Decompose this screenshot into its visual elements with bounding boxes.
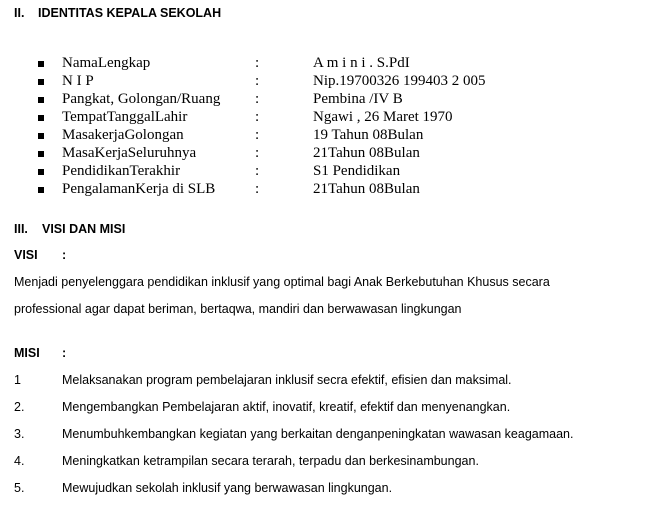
identity-label: PendidikanTerakhir <box>62 163 181 179</box>
identity-label: NamaLengkap <box>62 55 151 71</box>
identity-value: 21Tahun 08Bulan <box>313 181 420 197</box>
identity-colon: : <box>255 91 260 107</box>
bullet-icon <box>38 151 44 157</box>
misi-number: 2. <box>14 400 25 414</box>
misi-text: Menumbuhkembangkan kegiatan yang berkaitan denganpeningkatan wawasan keagamaan. <box>62 427 574 441</box>
identity-label: MasaKerjaSeluruhnya <box>62 145 197 161</box>
identity-colon: : <box>255 55 260 71</box>
misi-number: 4. <box>14 454 25 468</box>
identity-colon: : <box>255 73 260 89</box>
bullet-icon <box>38 79 44 85</box>
identity-label: PengalamanKerja di SLB <box>62 181 216 197</box>
section-2-title: IDENTITAS KEPALA SEKOLAH <box>38 6 222 20</box>
visi-text-line-1: Menjadi penyelenggara pendidikan inklusif yang optimal bagi Anak Berkebutuhan Khusus secara <box>14 275 550 289</box>
section-3-title: VISI DAN MISI <box>42 222 126 236</box>
bullet-icon <box>38 187 44 193</box>
identity-colon: : <box>255 181 260 197</box>
identity-colon: : <box>255 163 260 179</box>
identity-value: Nip.19700326 199403 2 005 <box>313 73 486 89</box>
identity-value: A m i n i . S.PdI <box>313 55 410 71</box>
misi-number: 5. <box>14 481 25 495</box>
identity-value: S1 Pendidikan <box>313 163 401 179</box>
identity-colon: : <box>255 127 260 143</box>
misi-colon: : <box>62 346 67 360</box>
bullet-icon <box>38 133 44 139</box>
visi-text-line-2: professional agar dapat beriman, bertaqwa, mandiri dan berwawasan lingkungan <box>14 302 462 316</box>
section-3-number: III. <box>14 222 28 236</box>
misi-text: Mewujudkan sekolah inklusif yang berwawasan lingkungan. <box>62 481 393 495</box>
bullet-icon <box>38 97 44 103</box>
visi-label: VISI <box>14 248 38 262</box>
misi-number: 3. <box>14 427 25 441</box>
bullet-icon <box>38 61 44 67</box>
identity-label: MasakerjaGolongan <box>62 127 184 143</box>
identity-colon: : <box>255 145 260 161</box>
identity-value: Ngawi , 26 Maret 1970 <box>313 109 453 125</box>
misi-text: Meningkatkan ketrampilan secara terarah, terpadu dan berkesinambungan. <box>62 454 479 468</box>
identity-label: TempatTanggalLahir <box>62 109 188 125</box>
section-2-number: II. <box>14 6 25 20</box>
bullet-icon <box>38 115 44 121</box>
visi-colon: : <box>62 248 67 262</box>
misi-label: MISI <box>14 346 40 360</box>
bullet-icon <box>38 169 44 175</box>
identity-value: 19 Tahun 08Bulan <box>313 127 424 143</box>
misi-number: 1 <box>14 373 21 387</box>
identity-value: 21Tahun 08Bulan <box>313 145 420 161</box>
identity-colon: : <box>255 109 260 125</box>
misi-text: Melaksanakan program pembelajaran inklusif secra efektif, efisien dan maksimal. <box>62 373 512 387</box>
identity-label: Pangkat, Golongan/Ruang <box>62 91 221 107</box>
misi-text: Mengembangkan Pembelajaran aktif, inovatif, kreatif, efektif dan menyenangkan. <box>62 400 511 414</box>
identity-value: Pembina /IV B <box>313 91 403 107</box>
identity-label: N I P <box>62 73 94 89</box>
